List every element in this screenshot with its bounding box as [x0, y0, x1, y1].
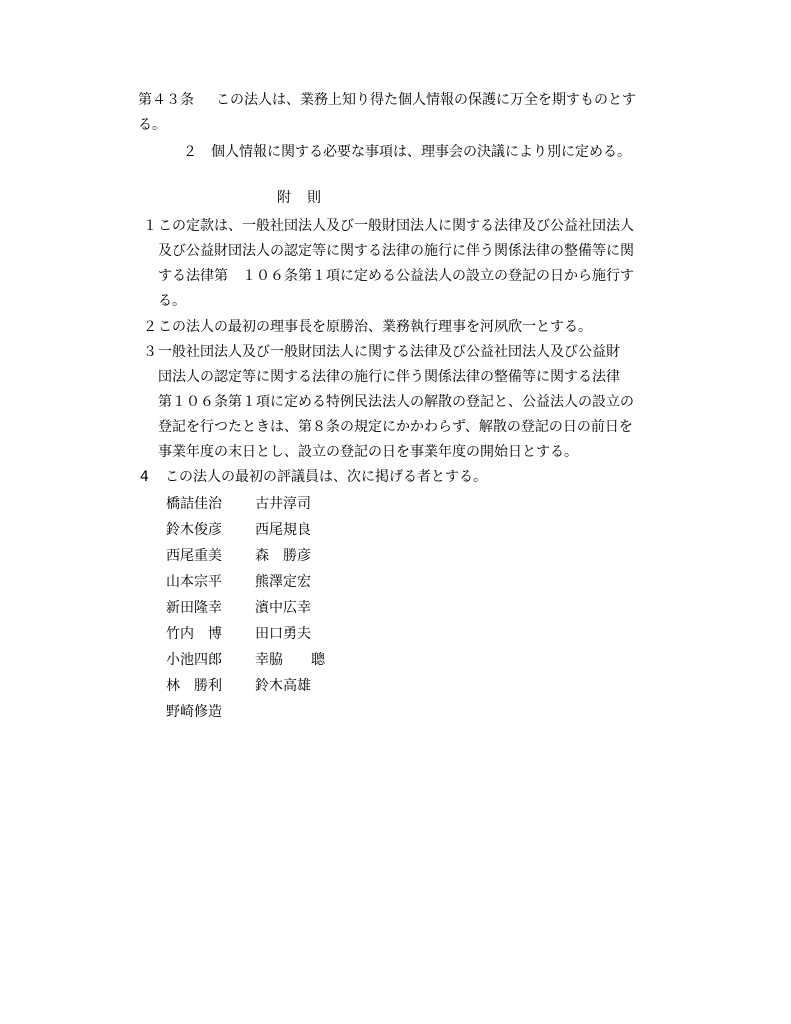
member-name: 幸脇 聰: [255, 652, 325, 668]
item-3-line-1: 一般社団法人及び一般財団法人に関する法律及び公益社団法人及び公益財: [158, 344, 620, 360]
member-name: 竹内 博: [166, 626, 222, 642]
item-3-number: ３: [143, 344, 157, 360]
item-3-line-5: 事業年度の末日とし、設立の登記の日を事業年度の開始日とする。: [158, 444, 578, 460]
item-3-line-4: 登記を行つたときは、第８条の規定にかかわらず、解散の登記の日の前日を: [158, 419, 633, 435]
member-name: 森 勝彦: [255, 548, 311, 564]
member-name: 古井淳司: [255, 496, 311, 512]
member-name: 野崎修造: [166, 704, 222, 720]
item-1-number: １: [143, 218, 157, 234]
item-2-line-1: この法人の最初の理事長を原勝治、業務執行理事を河夙欣一とする。: [158, 319, 592, 335]
member-name: 田口勇夫: [255, 626, 311, 642]
member-name: 鈴木俊彦: [166, 522, 222, 538]
supplementary-provisions-title: [277, 188, 321, 208]
article-43-paragraph-2: [183, 142, 631, 162]
title-char-1: 附: [277, 190, 291, 206]
member-name: 小池四郎: [166, 652, 222, 668]
member-name: 林 勝利: [166, 678, 222, 694]
member-name: 山本宗平: [166, 574, 222, 590]
member-name: 濱中広幸: [255, 600, 311, 616]
article-43-line-2: る。: [138, 117, 166, 133]
paragraph-text: 個人情報に関する必要な事項は、理事会の決議により別に定める。: [211, 144, 631, 160]
article-43-text-1: この法人は、業務上知り得た個人情報の保護に万全を期すものとす: [216, 92, 636, 108]
member-name: 西尾規良: [255, 522, 311, 538]
paragraph-number: ２: [183, 144, 197, 160]
item-1-line-3: する法律第 １０６条第１項に定める公益法人の設立の登記の日から施行す: [158, 268, 634, 284]
item-4-number: 4: [140, 469, 149, 485]
item-4-line-1: この法人の最初の評議員は、次に掲げる者とする。: [165, 469, 487, 485]
member-name: 新田隆幸: [166, 600, 222, 616]
member-name: 西尾重美: [166, 548, 222, 564]
member-name: 橋詰佳治: [166, 496, 222, 512]
item-3-line-2: 団法人の認定等に関する法律の施行に伴う関係法律の整備等に関する法律: [158, 369, 620, 385]
item-2-number: ２: [143, 319, 157, 335]
item-3-line-3: 第１０６条第１項に定める特例民法法人の解散の登記と、公益法人の設立の: [158, 394, 634, 410]
item-1-line-2: 及び公益財団法人の認定等に関する法律の施行に伴う関係法律の整備等に関: [158, 243, 634, 259]
member-name: 熊澤定宏: [255, 574, 311, 590]
member-name: 鈴木高雄: [255, 678, 311, 694]
article-43-label: 第４３条: [138, 92, 194, 108]
item-1-line-4: る。: [158, 293, 186, 309]
article-43-line-1: [138, 90, 636, 110]
title-char-2: 則: [307, 190, 321, 206]
item-1-line-1: この定款は、一般社団法人及び一般財団法人に関する法律及び公益社団法人: [158, 218, 634, 234]
